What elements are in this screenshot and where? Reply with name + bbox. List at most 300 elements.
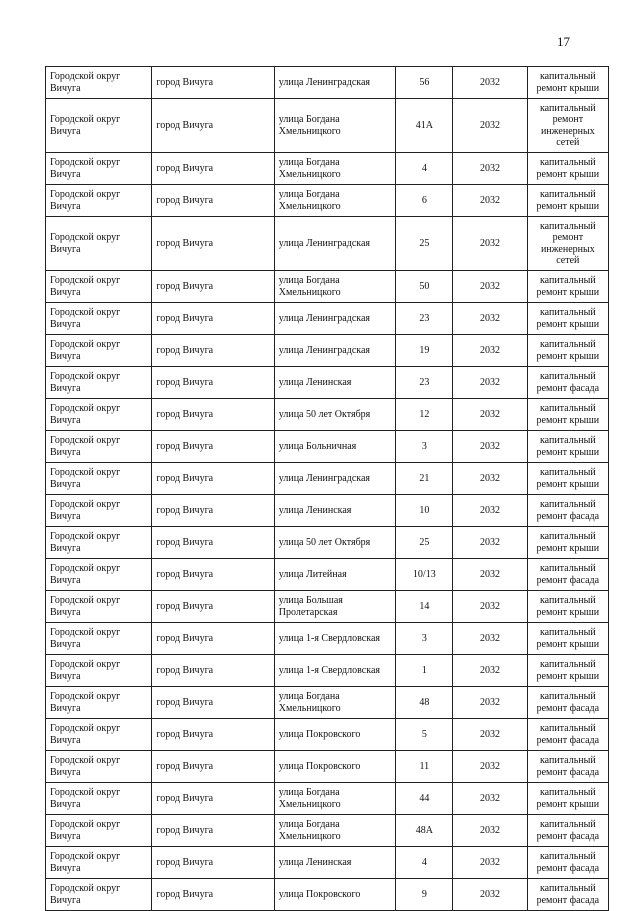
cell-settlement-text: город Вичуга <box>156 280 214 292</box>
cell-municipal-district-text: Городской округ Вичуга <box>50 754 121 778</box>
cell-house-number-text: 1 <box>421 664 427 676</box>
cell-street <box>274 623 395 655</box>
cell-street <box>274 719 395 751</box>
table-row <box>46 879 609 911</box>
cell-street <box>274 815 395 847</box>
cell-settlement <box>152 559 274 591</box>
cell-house-number-text: 50 <box>419 280 430 292</box>
table-row <box>46 623 609 655</box>
cell-house-number <box>396 879 453 911</box>
cell-repair-type-text: капитальный ремонт инженерных сетей <box>539 220 596 266</box>
table-row <box>46 847 609 879</box>
cell-repair-type <box>527 431 608 463</box>
cell-street-text: улица Ленинская <box>278 856 352 868</box>
cell-municipal-district <box>46 719 152 751</box>
cell-planned-year-text: 2032 <box>480 376 501 388</box>
cell-house-number-text: 41А <box>415 119 433 131</box>
cell-planned-year-text: 2032 <box>480 888 501 900</box>
cell-settlement-text: город Вичуга <box>156 76 214 88</box>
cell-municipal-district <box>46 185 152 217</box>
cell-municipal-district <box>46 879 152 911</box>
cell-municipal-district <box>46 303 152 335</box>
cell-settlement-text: город Вичуга <box>156 696 214 708</box>
cell-municipal-district <box>46 271 152 303</box>
cell-repair-type-text: капитальный ремонт крыши <box>536 275 600 298</box>
cell-house-number <box>396 399 453 431</box>
cell-settlement-text: город Вичуга <box>156 472 214 484</box>
cell-repair-type-text: капитальный ремонт фасада <box>536 563 600 586</box>
cell-planned-year-text: 2032 <box>480 696 501 708</box>
cell-planned-year-text: 2032 <box>480 344 501 356</box>
cell-house-number <box>396 591 453 623</box>
cell-settlement <box>152 67 274 99</box>
cell-house-number <box>396 527 453 559</box>
cell-settlement <box>152 367 274 399</box>
cell-street-text: улица Богдана Хмельницкого <box>278 156 341 180</box>
cell-repair-type <box>527 815 608 847</box>
cell-street-text: улица Ленинградская <box>278 312 371 324</box>
cell-settlement-text: город Вичуга <box>156 376 214 388</box>
cell-settlement <box>152 335 274 367</box>
cell-street <box>274 847 395 879</box>
cell-repair-type-text: капитальный ремонт крыши <box>536 157 600 180</box>
cell-planned-year-text: 2032 <box>480 856 501 868</box>
cell-street-text: улица 50 лет Октября <box>278 408 371 420</box>
cell-house-number <box>396 495 453 527</box>
cell-repair-type <box>527 463 608 495</box>
table-row <box>46 783 609 815</box>
cell-municipal-district <box>46 623 152 655</box>
cell-municipal-district-text: Городской округ Вичуга <box>50 306 121 330</box>
cell-repair-type-text: капитальный ремонт крыши <box>536 403 600 426</box>
cell-street <box>274 751 395 783</box>
cell-settlement <box>152 217 274 271</box>
cell-municipal-district-text: Городской округ Вичуга <box>50 402 121 426</box>
cell-house-number-text: 4 <box>421 162 427 174</box>
cell-repair-type <box>527 399 608 431</box>
cell-street <box>274 687 395 719</box>
cell-planned-year <box>453 847 527 879</box>
cell-house-number-text: 9 <box>421 888 427 900</box>
cell-planned-year-text: 2032 <box>480 760 501 772</box>
cell-repair-type-text: капитальный ремонт фасада <box>536 883 600 906</box>
cell-street-text: улица Ленинградская <box>278 76 371 88</box>
cell-repair-type <box>527 559 608 591</box>
cell-municipal-district-text: Городской округ Вичуга <box>50 498 121 522</box>
cell-municipal-district <box>46 559 152 591</box>
cell-municipal-district <box>46 367 152 399</box>
cell-planned-year <box>453 99 527 153</box>
cell-house-number <box>396 847 453 879</box>
cell-street <box>274 527 395 559</box>
cell-repair-type-text: капитальный ремонт крыши <box>536 659 600 682</box>
cell-street <box>274 559 395 591</box>
table-row <box>46 335 609 367</box>
cell-house-number-text: 56 <box>419 76 430 88</box>
cell-municipal-district-text: Городской округ Вичуга <box>50 370 121 394</box>
cell-street-text: улица Большая Пролетарская <box>278 594 343 618</box>
cell-municipal-district <box>46 847 152 879</box>
cell-street-text: улица Покровского <box>278 760 361 772</box>
cell-house-number-text: 14 <box>419 600 430 612</box>
cell-planned-year <box>453 399 527 431</box>
cell-municipal-district-text: Городской округ Вичуга <box>50 434 121 458</box>
cell-municipal-district <box>46 463 152 495</box>
cell-repair-type <box>527 271 608 303</box>
cell-house-number-text: 48 <box>419 696 430 708</box>
cell-house-number <box>396 687 453 719</box>
cell-house-number-text: 48А <box>415 824 433 836</box>
cell-municipal-district <box>46 527 152 559</box>
cell-house-number-text: 21 <box>419 472 430 484</box>
table-row <box>46 463 609 495</box>
cell-settlement-text: город Вичуга <box>156 664 214 676</box>
cell-settlement <box>152 527 274 559</box>
cell-house-number <box>396 303 453 335</box>
cell-house-number <box>396 719 453 751</box>
cell-settlement <box>152 463 274 495</box>
cell-repair-type-text: капитальный ремонт крыши <box>536 787 600 810</box>
cell-settlement <box>152 847 274 879</box>
cell-repair-type <box>527 217 608 271</box>
table-body <box>46 67 609 911</box>
cell-planned-year <box>453 495 527 527</box>
cell-house-number <box>396 217 453 271</box>
cell-planned-year <box>453 719 527 751</box>
cell-house-number-text: 12 <box>419 408 430 420</box>
cell-street-text: улица Ленинградская <box>278 237 371 249</box>
cell-house-number-text: 25 <box>419 536 430 548</box>
cell-municipal-district-text: Городской округ Вичуга <box>50 850 121 874</box>
cell-house-number <box>396 99 453 153</box>
cell-repair-type <box>527 303 608 335</box>
cell-street <box>274 99 395 153</box>
cell-planned-year-text: 2032 <box>480 824 501 836</box>
cell-planned-year <box>453 687 527 719</box>
cell-street <box>274 271 395 303</box>
cell-planned-year <box>453 431 527 463</box>
cell-repair-type-text: капитальный ремонт фасада <box>536 371 600 394</box>
cell-street <box>274 879 395 911</box>
cell-municipal-district-text: Городской округ Вичуга <box>50 786 121 810</box>
cell-settlement <box>152 815 274 847</box>
cell-planned-year <box>453 527 527 559</box>
cell-street <box>274 783 395 815</box>
page-number: 17 <box>557 34 570 49</box>
cell-planned-year-text: 2032 <box>480 194 501 206</box>
cell-settlement-text: город Вичуга <box>156 194 214 206</box>
cell-repair-type <box>527 623 608 655</box>
cell-planned-year-text: 2032 <box>480 76 501 88</box>
cell-planned-year <box>453 559 527 591</box>
cell-repair-type <box>527 879 608 911</box>
cell-house-number <box>396 185 453 217</box>
cell-planned-year-text: 2032 <box>480 408 501 420</box>
cell-street <box>274 495 395 527</box>
cell-planned-year <box>453 815 527 847</box>
table-row <box>46 815 609 847</box>
cell-settlement <box>152 655 274 687</box>
cell-repair-type-text: капитальный ремонт фасада <box>536 755 600 778</box>
cell-settlement-text: город Вичуга <box>156 632 214 644</box>
table-row <box>46 99 609 153</box>
table-row <box>46 527 609 559</box>
cell-settlement-text: город Вичуга <box>156 312 214 324</box>
cell-street <box>274 399 395 431</box>
cell-street <box>274 217 395 271</box>
cell-repair-type-text: капитальный ремонт крыши <box>536 339 600 362</box>
cell-house-number <box>396 271 453 303</box>
cell-settlement <box>152 431 274 463</box>
cell-street-text: улица 1-я Свердловская <box>278 664 380 676</box>
cell-planned-year <box>453 271 527 303</box>
cell-street-text: улица Ленинградская <box>278 344 371 356</box>
cell-municipal-district-text: Городской округ Вичуга <box>50 338 121 362</box>
cell-municipal-district <box>46 153 152 185</box>
cell-planned-year <box>453 751 527 783</box>
cell-settlement <box>152 303 274 335</box>
cell-street-text: улица Ленинская <box>278 376 352 388</box>
cell-street-text: улица Богдана Хмельницкого <box>278 818 341 842</box>
cell-repair-type-text: капитальный ремонт фасада <box>536 851 600 874</box>
cell-municipal-district <box>46 399 152 431</box>
cell-municipal-district <box>46 67 152 99</box>
cell-house-number-text: 3 <box>421 440 427 452</box>
cell-street-text: улица Покровского <box>278 888 361 900</box>
cell-repair-type-text: капитальный ремонт фасада <box>536 691 600 714</box>
cell-house-number <box>396 815 453 847</box>
cell-municipal-district-text: Городской округ Вичуга <box>50 818 121 842</box>
cell-repair-type-text: капитальный ремонт крыши <box>536 189 600 212</box>
cell-house-number <box>396 623 453 655</box>
cell-repair-type-text: капитальный ремонт крыши <box>536 307 600 330</box>
table-row <box>46 591 609 623</box>
table-row <box>46 719 609 751</box>
cell-house-number-text: 23 <box>419 376 430 388</box>
cell-settlement <box>152 271 274 303</box>
cell-street <box>274 67 395 99</box>
cell-house-number <box>396 67 453 99</box>
cell-repair-type-text: капитальный ремонт крыши <box>536 531 600 554</box>
cell-municipal-district <box>46 655 152 687</box>
cell-planned-year <box>453 153 527 185</box>
table-row <box>46 495 609 527</box>
cell-municipal-district <box>46 99 152 153</box>
cell-settlement-text: город Вичуга <box>156 237 214 249</box>
cell-municipal-district-text: Городской округ Вичуга <box>50 156 121 180</box>
cell-street-text: улица Ленинградская <box>278 472 371 484</box>
cell-house-number-text: 10/13 <box>412 568 436 580</box>
cell-settlement <box>152 879 274 911</box>
cell-house-number <box>396 463 453 495</box>
cell-planned-year-text: 2032 <box>480 237 501 249</box>
cell-repair-type <box>527 783 608 815</box>
cell-street-text: улица 50 лет Октября <box>278 536 371 548</box>
cell-settlement <box>152 185 274 217</box>
table-row <box>46 399 609 431</box>
cell-house-number <box>396 655 453 687</box>
cell-planned-year <box>453 879 527 911</box>
cell-repair-type-text: капитальный ремонт крыши <box>536 467 600 490</box>
table-row <box>46 655 609 687</box>
cell-settlement-text: город Вичуга <box>156 162 214 174</box>
cell-municipal-district-text: Городской округ Вичуга <box>50 231 121 255</box>
cell-municipal-district-text: Городской округ Вичуга <box>50 188 121 212</box>
cell-house-number-text: 11 <box>419 760 430 772</box>
table-row <box>46 153 609 185</box>
cell-house-number-text: 23 <box>419 312 430 324</box>
cell-street <box>274 303 395 335</box>
cell-street-text: улица Богдана Хмельницкого <box>278 113 341 137</box>
cell-settlement <box>152 495 274 527</box>
cell-municipal-district-text: Городской округ Вичуга <box>50 113 121 137</box>
cell-planned-year <box>453 217 527 271</box>
cell-repair-type-text: капитальный ремонт крыши <box>536 435 600 458</box>
cell-repair-type-text: капитальный ремонт фасада <box>536 819 600 842</box>
cell-street <box>274 431 395 463</box>
cell-house-number-text: 10 <box>419 504 430 516</box>
cell-street-text: улица Богдана Хмельницкого <box>278 786 341 810</box>
cell-municipal-district <box>46 495 152 527</box>
cell-municipal-district <box>46 783 152 815</box>
cell-planned-year <box>453 783 527 815</box>
cell-settlement <box>152 719 274 751</box>
cell-municipal-district <box>46 431 152 463</box>
cell-house-number-text: 25 <box>419 237 430 249</box>
table-row <box>46 67 609 99</box>
cell-planned-year-text: 2032 <box>480 504 501 516</box>
cell-planned-year <box>453 335 527 367</box>
cell-house-number <box>396 751 453 783</box>
cell-planned-year <box>453 303 527 335</box>
cell-house-number <box>396 335 453 367</box>
cell-municipal-district-text: Городской округ Вичуга <box>50 274 121 298</box>
cell-settlement-text: город Вичуга <box>156 760 214 772</box>
cell-repair-type-text: капитальный ремонт фасада <box>536 499 600 522</box>
cell-settlement-text: город Вичуга <box>156 408 214 420</box>
table-row <box>46 431 609 463</box>
table-row <box>46 303 609 335</box>
cell-repair-type <box>527 335 608 367</box>
cell-street-text: улица Больничная <box>278 440 357 452</box>
cell-settlement-text: город Вичуга <box>156 824 214 836</box>
cell-planned-year <box>453 67 527 99</box>
cell-street <box>274 463 395 495</box>
cell-planned-year-text: 2032 <box>480 568 501 580</box>
cell-municipal-district-text: Городской округ Вичуга <box>50 70 121 94</box>
cell-settlement-text: город Вичуга <box>156 504 214 516</box>
cell-repair-type-text: капитальный ремонт крыши <box>536 595 600 618</box>
cell-house-number-text: 5 <box>421 728 427 740</box>
cell-municipal-district <box>46 335 152 367</box>
cell-repair-type <box>527 847 608 879</box>
cell-settlement <box>152 783 274 815</box>
cell-house-number <box>396 431 453 463</box>
cell-settlement-text: город Вичуга <box>156 728 214 740</box>
cell-street <box>274 367 395 399</box>
table-row <box>46 271 609 303</box>
cell-house-number-text: 19 <box>419 344 430 356</box>
cell-planned-year-text: 2032 <box>480 536 501 548</box>
cell-repair-type <box>527 655 608 687</box>
cell-settlement-text: город Вичуга <box>156 568 214 580</box>
cell-planned-year <box>453 591 527 623</box>
cell-repair-type-text: капитальный ремонт крыши <box>536 71 600 94</box>
cell-settlement-text: город Вичуга <box>156 792 214 804</box>
cell-municipal-district-text: Городской округ Вичуга <box>50 658 121 682</box>
cell-street <box>274 185 395 217</box>
cell-street-text: улица Покровского <box>278 728 361 740</box>
cell-municipal-district <box>46 591 152 623</box>
cell-repair-type <box>527 185 608 217</box>
cell-house-number-text: 3 <box>421 632 427 644</box>
cell-settlement <box>152 687 274 719</box>
cell-municipal-district-text: Городской округ Вичуга <box>50 594 121 618</box>
cell-repair-type <box>527 719 608 751</box>
cell-street <box>274 591 395 623</box>
cell-municipal-district <box>46 751 152 783</box>
cell-planned-year <box>453 463 527 495</box>
cell-repair-type <box>527 367 608 399</box>
cell-planned-year-text: 2032 <box>480 600 501 612</box>
cell-house-number-text: 44 <box>419 792 430 804</box>
cell-planned-year-text: 2032 <box>480 472 501 484</box>
cell-settlement <box>152 591 274 623</box>
cell-settlement-text: город Вичуга <box>156 344 214 356</box>
cell-street <box>274 335 395 367</box>
cell-repair-type-text: капитальный ремонт крыши <box>536 627 600 650</box>
cell-municipal-district-text: Городской округ Вичуга <box>50 690 121 714</box>
cell-repair-type-text: капитальный ремонт инженерных сетей <box>539 102 596 148</box>
cell-street-text: улица Литейная <box>278 568 347 580</box>
cell-repair-type <box>527 687 608 719</box>
cell-house-number <box>396 559 453 591</box>
cell-settlement-text: город Вичуга <box>156 600 214 612</box>
cell-settlement <box>152 623 274 655</box>
cell-street <box>274 153 395 185</box>
cell-repair-type <box>527 67 608 99</box>
cell-street-text: улица 1-я Свердловская <box>278 632 380 644</box>
cell-house-number <box>396 153 453 185</box>
cell-planned-year-text: 2032 <box>480 632 501 644</box>
cell-planned-year-text: 2032 <box>480 792 501 804</box>
cell-municipal-district-text: Городской округ Вичуга <box>50 626 121 650</box>
cell-repair-type-text: капитальный ремонт фасада <box>536 723 600 746</box>
cell-house-number-text: 6 <box>421 194 427 206</box>
table-row <box>46 751 609 783</box>
cell-settlement-text: город Вичуга <box>156 888 214 900</box>
cell-repair-type <box>527 153 608 185</box>
cell-municipal-district-text: Городской округ Вичуга <box>50 882 121 906</box>
cell-settlement <box>152 99 274 153</box>
cell-municipal-district-text: Городской округ Вичуга <box>50 722 121 746</box>
cell-settlement-text: город Вичуга <box>156 119 214 131</box>
cell-repair-type <box>527 495 608 527</box>
cell-repair-type <box>527 751 608 783</box>
cell-planned-year-text: 2032 <box>480 728 501 740</box>
cell-planned-year-text: 2032 <box>480 664 501 676</box>
cell-settlement <box>152 751 274 783</box>
cell-house-number <box>396 783 453 815</box>
cell-municipal-district-text: Городской округ Вичуга <box>50 530 121 554</box>
cell-municipal-district-text: Городской округ Вичуга <box>50 562 121 586</box>
cell-street-text: улица Богдана Хмельницкого <box>278 690 341 714</box>
cell-municipal-district <box>46 217 152 271</box>
cell-municipal-district <box>46 687 152 719</box>
cell-planned-year-text: 2032 <box>480 162 501 174</box>
cell-street-text: улица Богдана Хмельницкого <box>278 188 341 212</box>
cell-settlement-text: город Вичуга <box>156 856 214 868</box>
